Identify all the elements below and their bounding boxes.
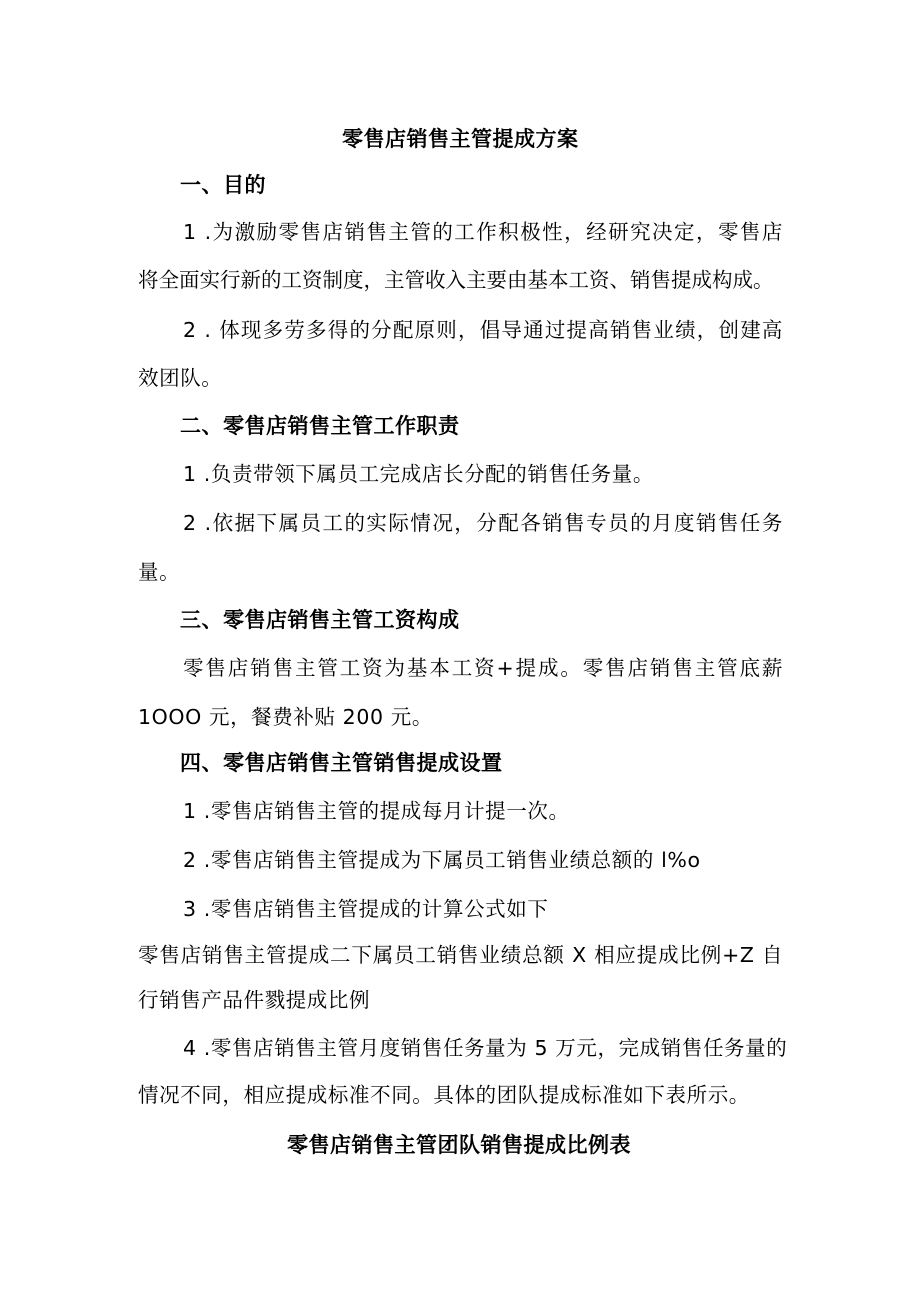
- commission-item-1: 1 .零售店销售主管的提成每月计提一次。: [183, 799, 570, 823]
- document-title: 零售店销售主管提成方案: [342, 127, 579, 151]
- commission-item-2: 2 .零售店销售主管提成为下属员工销售业绩总额的 l%o: [183, 848, 701, 872]
- commission-item-4-line-1: 4 .零售店销售主管月度销售任务量为 5 万元，完成销售任务量的: [183, 1036, 788, 1060]
- commission-formula-line-1: 零售店销售主管提成二下属员工销售业绩总额 X 相应提成比例+Z 自: [138, 943, 783, 967]
- purpose-item-2-line-2: 效团队。: [138, 366, 223, 390]
- section-heading-commission: 四、零售店销售主管销售提成设置: [180, 751, 503, 775]
- section-heading-purpose: 一、目的: [180, 173, 266, 197]
- duties-item-2-line-2: 量。: [138, 560, 181, 584]
- section-heading-salary: 三、零售店销售主管工资构成: [180, 608, 460, 632]
- commission-item-4-line-2: 情况不同，相应提成标准不同。具体的团队提成标准如下表所示。: [138, 1083, 750, 1107]
- purpose-item-1-line-1: 1 .为激励零售店销售主管的工作积极性，经研究决定，零售店: [183, 220, 783, 244]
- table-title: 零售店销售主管团队销售提成比例表: [287, 1133, 631, 1157]
- commission-formula-line-2: 行销售产品件戮提成比例: [138, 988, 371, 1012]
- salary-para-line-2: 1OOO 元，餐费补贴 200 元。: [138, 705, 433, 729]
- purpose-item-2-line-1: 2 . 体现多劳多得的分配原则，倡导通过提高销售业绩，创建高: [183, 318, 783, 342]
- purpose-item-1-line-2: 将全面实行新的工资制度，主管收入主要由基本工资、销售提成构成。: [138, 268, 774, 292]
- salary-para-line-1: 零售店销售主管工资为基本工资+提成。零售店销售主管底薪: [183, 656, 783, 680]
- duties-item-1: 1 .负责带领下属员工完成店长分配的销售任务量。: [183, 462, 654, 486]
- section-heading-duties: 二、零售店销售主管工作职责: [180, 414, 460, 438]
- commission-item-3: 3 .零售店销售主管提成的计算公式如下: [183, 897, 549, 921]
- duties-item-2-line-1: 2 .依据下属员工的实际情况，分配各销售专员的月度销售任务: [183, 511, 783, 535]
